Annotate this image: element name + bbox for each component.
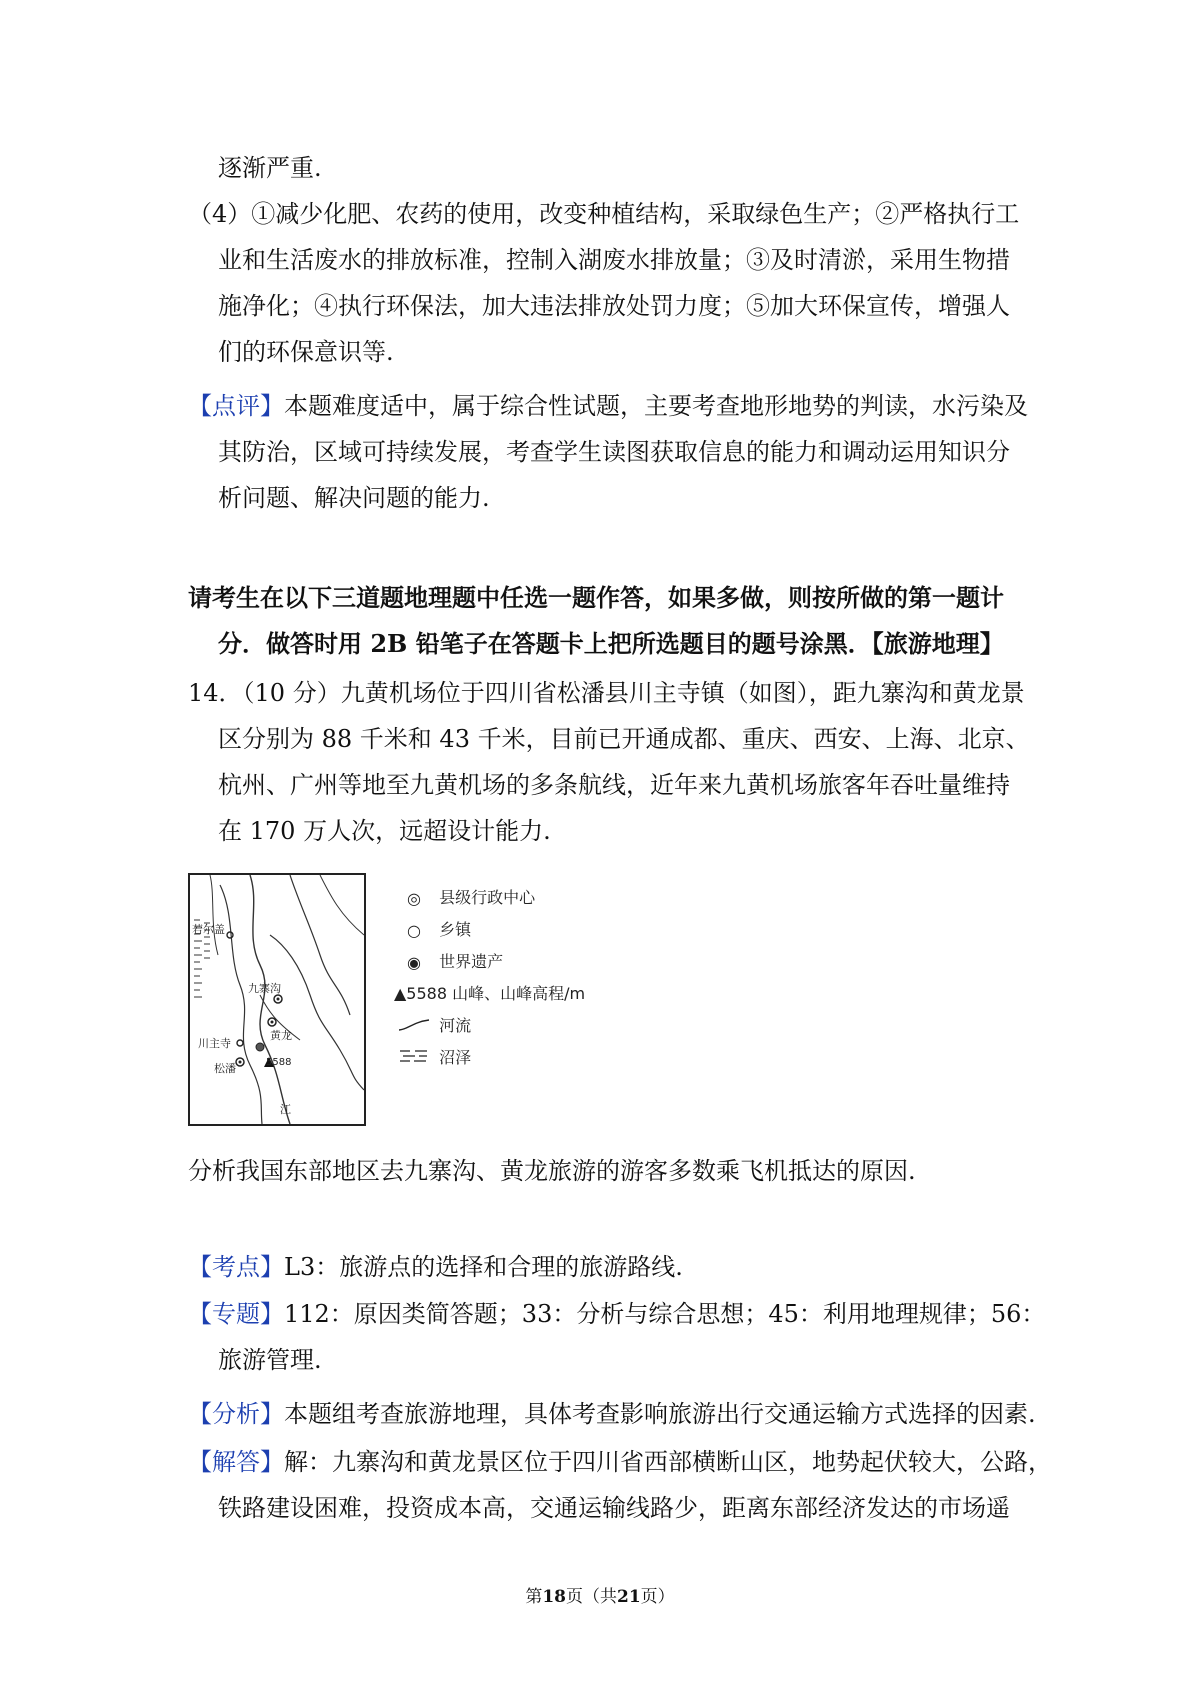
answer-line: 逐渐严重. xyxy=(218,154,322,182)
legend-label: 河流 xyxy=(439,1016,472,1035)
legend-item xyxy=(394,915,471,945)
notice-line: 请考生在以下三道题地理题中任选一题作答，如果多做，则按所做的第一题计 xyxy=(188,583,1004,612)
test-point-line xyxy=(188,1250,683,1284)
label-chuanzhusi: 川主寺 xyxy=(198,1037,231,1050)
map-legend xyxy=(394,883,634,1103)
legend-item xyxy=(394,947,503,977)
label-huanglong: 黄龙 xyxy=(270,1029,292,1042)
test-point-tag: 【考点】 xyxy=(188,1253,284,1281)
label-songpan: 松潘 xyxy=(214,1062,236,1075)
peak-icon: ▲5588 xyxy=(394,984,448,1003)
page-number: 18 xyxy=(542,1587,566,1607)
river-icon xyxy=(394,1012,434,1042)
solution-line: 铁路建设困难，投资成本高，交通运输线路少，距离东部经济发达的市场遥 xyxy=(218,1494,1010,1522)
question-14-line: 杭州、广州等地至九黄机场的多条航线，近年来九黄机场旅客年吞吐量维持 xyxy=(218,771,1010,799)
legend-label: 沼泽 xyxy=(439,1048,472,1067)
page-footer xyxy=(0,1584,1200,1610)
analysis-tag: 【分析】 xyxy=(188,1400,284,1428)
question-prompt: 分析我国东部地区去九寨沟、黄龙旅游的游客多数乘飞机抵达的原因. xyxy=(188,1157,916,1185)
comment-tag: 【点评】 xyxy=(188,392,284,420)
test-point-text: L3：旅游点的选择和合理的旅游路线. xyxy=(284,1253,683,1281)
label-river: 江 xyxy=(280,1103,291,1116)
comment-line: 析问题、解决问题的能力. xyxy=(218,484,490,512)
topic-tag: 【专题】 xyxy=(188,1300,284,1328)
footer-prefix: 第 xyxy=(525,1587,543,1607)
notice-line: 分．做答时用 2B 铅笔子在答题卡上把所选题目的题号涂黑．【旅游地理】 xyxy=(218,629,1004,658)
comment-line: 其防治，区域可持续发展，考查学生读图获取信息的能力和调动运用知识分 xyxy=(218,438,1010,466)
footer-mid: 页（共 xyxy=(566,1587,617,1607)
answer-line: 业和生活废水的排放标准，控制入湖废水排放量；③及时清淤，采用生物措 xyxy=(218,246,1010,274)
analysis-line xyxy=(188,1397,1036,1431)
legend-label: 山峰、山峰高程/m xyxy=(452,984,586,1003)
answer-item-4: （4）①减少化肥、农药的使用，改变种植结构，采取绿色生产；②严格执行工 xyxy=(188,200,1020,228)
topic-line: 旅游管理. xyxy=(218,1346,322,1374)
question-14-line: 在 170 万人次，远超设计能力. xyxy=(218,817,551,845)
solution-line xyxy=(188,1445,1052,1479)
total-pages: 21 xyxy=(617,1587,641,1607)
legend-label: 世界遗产 xyxy=(439,952,504,971)
solution-tag: 【解答】 xyxy=(188,1448,284,1476)
legend-label: 乡镇 xyxy=(439,920,472,939)
town-icon: ○ xyxy=(407,920,421,940)
solution-text: 解：九寨沟和黄龙景区位于四川省西部横断山区，地势起伏较大，公路， xyxy=(284,1448,1052,1476)
answer-line: 施净化；④执行环保法，加大违法排放处罚力度；⑤加大环保宣传，增强人 xyxy=(218,292,1010,320)
location-map xyxy=(188,873,366,1126)
analysis-text: 本题组考查旅游地理，具体考查影响旅游出行交通运输方式选择的因素. xyxy=(284,1400,1036,1428)
legend-item xyxy=(394,979,585,1009)
answer-line: 们的环保意识等. xyxy=(218,338,394,366)
label-jiuzhaigou: 九寨沟 xyxy=(248,982,281,995)
county-center-icon: ◎ xyxy=(407,888,421,908)
legend-label: 县级行政中心 xyxy=(439,888,536,907)
swamp-icon xyxy=(394,1044,434,1074)
footer-suffix: 页） xyxy=(640,1587,675,1607)
label-ruoergai: 若尔盖 xyxy=(192,923,225,936)
legend-item xyxy=(394,1043,471,1073)
label-peak: 5588 xyxy=(266,1057,292,1068)
legend-item xyxy=(394,1011,471,1041)
topic-text: 112：原因类简答题；33：分析与综合思想；45：利用地理规律；56： xyxy=(284,1300,1046,1328)
topic-line xyxy=(188,1297,1045,1331)
comment-text: 本题难度适中，属于综合性试题，主要考查地形地势的判读，水污染及 xyxy=(284,392,1028,420)
map-drawing xyxy=(190,875,364,1124)
question-14-line: 区分别为 88 千米和 43 千米，目前已开通成都、重庆、西安、上海、北京、 xyxy=(218,725,1030,753)
legend-item xyxy=(394,883,535,913)
question-14-line: 14．（10 分）九黄机场位于四川省松潘县川主寺镇（如图），距九寨沟和黄龙景 xyxy=(188,679,1025,707)
world-heritage-icon: ◉ xyxy=(407,952,421,972)
comment-line xyxy=(188,389,1028,423)
